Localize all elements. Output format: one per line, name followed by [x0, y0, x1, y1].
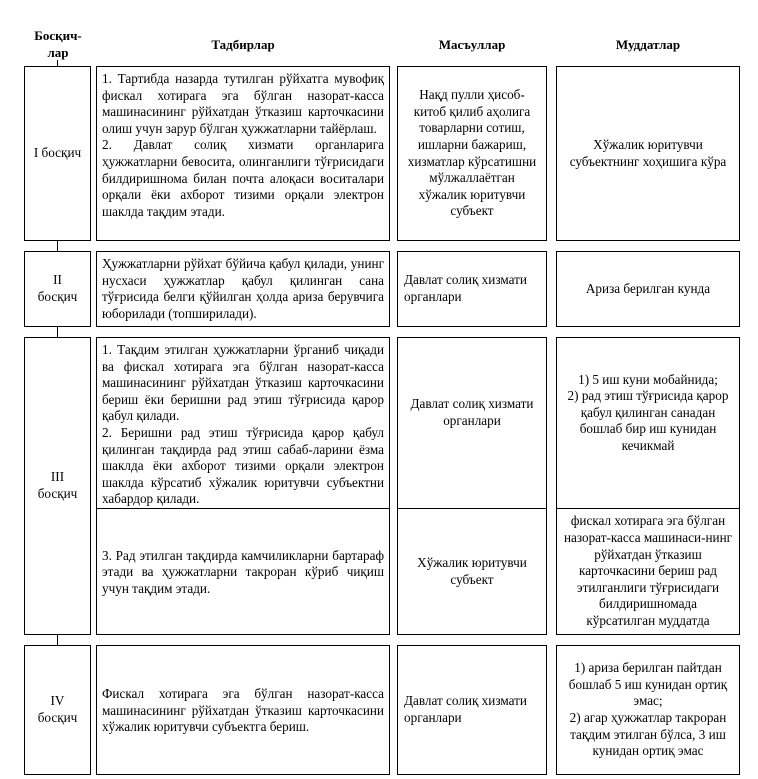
stage-3-label: III босқич — [24, 337, 91, 635]
stage-3-action-1: 1. Тақдим этилган ҳужжатларни ўрганиб чиқади ва фискал хотирага эга бўлган назорат-касса машинасининг рўйхатдан ўтказиш карточкасини бериш ёки беришни рад этиш тўғрисида қарор қабул қилади. — [102, 342, 384, 424]
stage-1-label: I босқич — [24, 66, 91, 241]
stage-4-deadline-1: 1) ариза берилган пайтдан бошлаб 5 иш кунидан ортиқ эмас; — [568, 660, 728, 709]
stage-3-deadline-a-1: 1) 5 иш куни мобайнида; — [578, 371, 718, 387]
stage-2-label: II босқич — [24, 251, 91, 327]
stage-2-actions — [96, 251, 390, 327]
stage-3-deadline-b-text: фискал хотирага эга бўлган назорат-касса машинаси-нинг рўйхатдан ўтказиш карточкасини бериш рад этилганлиги тўғрисидаги билдиришномада кўрсатилган муддатда — [563, 513, 733, 628]
stage-3-deadline-b — [557, 509, 739, 634]
stage-4-deadline-2: 2) агар ҳужжатлар такроран тақдим этилган бўлса, 3 иш кунидан ортиқ эмас — [569, 710, 727, 759]
stage-3-action-2: 2. Беришни рад этиш тўғрисида қарор қабул қилинган тақдирда рад этиш сабаб-ларини ёзма шаклда ёки ахборот тизими орқали электрон шаклда кўрсатиб хўжалик юритувчи субъектни хабардор қилади. — [102, 424, 384, 507]
stage-1-responsible — [397, 66, 547, 241]
stage-4-label: IV босқич — [24, 645, 91, 775]
stage-2-deadline — [556, 251, 740, 327]
stage-3-responsible-a-text: Давлат солиқ хизмати органлари — [410, 396, 534, 428]
stage-2-actions-text: Ҳужжатларни рўйхат бўйича қабул қилади, унинг нусхаси ҳужжатлар қабул қилинган сана тўғрисида белги қўйилган ҳолда ариза берувчига юборилади (топширилади). — [102, 256, 384, 321]
header-stages: Босқич- лар — [34, 28, 82, 60]
stage-1-action-1: 1. Тартибда назарда тутилган рўйхатга мувофиқ фискал хотирага эга бўлган назорат-касса машинасининг рўйхатдан ўтказиш карточкасини олиш учун зарур бўлган ҳужжатларни тайёрлаш. — [102, 71, 384, 136]
stage-1-actions — [96, 66, 390, 241]
stage-2-responsible — [397, 251, 547, 327]
stage-3-actions-a — [97, 338, 389, 508]
header-deadlines: Муддатлар — [615, 37, 681, 52]
header-actions: Тадбирлар — [211, 37, 275, 52]
header-responsible: Масъуллар — [438, 37, 506, 52]
stage-4-responsible-text: Давлат солиқ хизмати органлари — [404, 693, 527, 725]
stage-3-responsible-b — [398, 509, 546, 634]
stage-3-actions-b — [97, 509, 389, 634]
stage-1-action-2: 2. Давлат солиқ хизмати органларига ҳужжатларни бевосита, олинганлиги тўғрисидаги билдиришнома билан почта алоқаси воситалари орқали ёки ахборот тизими орқали электрон шаклда тақдим этади. — [102, 137, 384, 219]
stage-3-deadline-a — [557, 338, 739, 488]
stage-1-responsible-text: Нақд пулли ҳисоб-китоб қилиб аҳолига товарларни сотиш, ишларни бажариш, хизматлар кўрсатишни мўлжаллаётган хўжалик юритувчи субъект — [407, 87, 537, 219]
stage-4-responsible — [397, 645, 547, 775]
stage-3-deadline-a-2: 2) рад этиш тўғрисида қарор қабул қилинган санадан бошлаб бир иш кунидан кечикмай — [567, 388, 729, 453]
stage-4-actions-text: Фискал хотирага эга бўлган назорат-касса машинасининг рўйхатдан ўтказиш карточкасини хўжалик юритувчи субъектга бериш. — [102, 686, 384, 735]
stage-2-deadline-text: Ариза берилган кунда — [585, 280, 711, 296]
stage-2-responsible-text: Давлат солиқ хизмати органлари — [404, 272, 527, 304]
stage-3-action-3: 3. Рад этилган тақдирда камчиликларни бартараф этади ва ҳужжатларни такроран кўриб чиқиш учун тақдим этади. — [102, 547, 384, 596]
stage-3-responsible-b-text: Хўжалик юритувчи субъект — [417, 554, 527, 587]
stage-1-deadline-text: Хўжалик юритувчи субъектнинг хоҳишига кўра — [569, 136, 727, 169]
stage-4-actions — [96, 645, 390, 775]
stage-1-deadline — [556, 66, 740, 241]
stage-4-deadline — [556, 645, 740, 775]
stage-3-responsible-a — [398, 338, 546, 488]
